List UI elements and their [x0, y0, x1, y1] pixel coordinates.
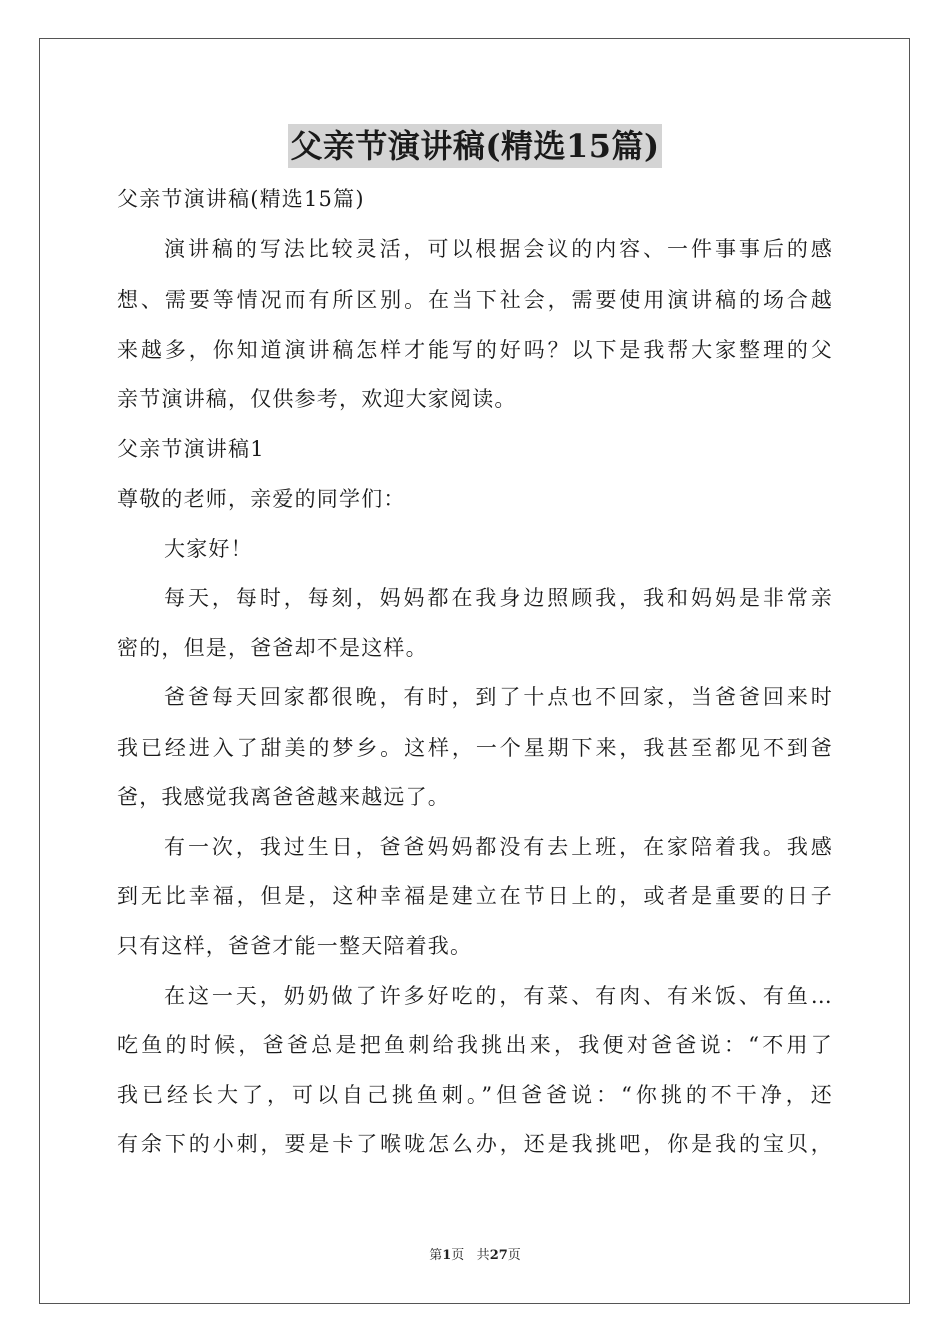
page-number: 1 [442, 1248, 452, 1263]
paragraph-line: 吃鱼的时候，爸爸总是把鱼刺给我挑出来，我便对爸爸说：“不用了 [117, 1033, 833, 1057]
paragraph-line: 爸，我感觉我离爸爸越来越远了。 [117, 785, 450, 809]
paragraph-line: 在这一天，奶奶做了许多好吃的，有菜、有肉、有米饭、有鱼… [164, 984, 833, 1008]
document-title: 父亲节演讲稿(精选15篇) [288, 124, 661, 168]
page-border [39, 38, 910, 1304]
page-unit: 页 [451, 1248, 465, 1263]
section-heading: 父亲节演讲稿1 [117, 437, 265, 461]
paragraph-line: 想、需要等情况而有所区别。在当下社会，需要使用演讲稿的场合越 [117, 288, 833, 312]
paragraph-line: 爸爸每天回家都很晚，有时，到了十点也不回家，当爸爸回来时 [164, 685, 833, 709]
salutation-line: 尊敬的老师，亲爱的同学们： [117, 487, 406, 511]
subtitle-line: 父亲节演讲稿(精选15篇) [117, 187, 365, 211]
total-prefix: 共 [476, 1248, 490, 1263]
title-container [0, 124, 950, 168]
greeting-line: 大家好！ [164, 537, 253, 561]
paragraph-line: 每天，每时，每刻，妈妈都在我身边照顾我，我和妈妈是非常亲 [164, 586, 833, 610]
total-unit: 页 [507, 1248, 521, 1263]
paragraph-line: 我已经长大了，可以自己挑鱼刺。”但爸爸说：“你挑的不干净，还 [117, 1083, 833, 1107]
paragraph-line: 演讲稿的写法比较灵活，可以根据会议的内容、一件事事后的感 [164, 237, 833, 261]
page-prefix: 第 [429, 1248, 443, 1263]
paragraph-line: 有余下的小刺，要是卡了喉咙怎么办，还是我挑吧，你是我的宝贝， [117, 1132, 833, 1156]
paragraph-line: 有一次，我过生日，爸爸妈妈都没有去上班，在家陪着我。我感 [164, 835, 833, 859]
paragraph-line: 密的，但是，爸爸却不是这样。 [117, 636, 428, 660]
paragraph-line: 来越多，你知道演讲稿怎样才能写的好吗？以下是我帮大家整理的父 [117, 338, 833, 362]
paragraph-line: 亲节演讲稿，仅供参考，欢迎大家阅读。 [117, 387, 517, 411]
paragraph-line: 到无比幸福，但是，这种幸福是建立在节日上的，或者是重要的日子 [117, 884, 833, 908]
total-pages: 27 [489, 1248, 508, 1263]
paragraph-line: 我已经进入了甜美的梦乡。这样，一个星期下来，我甚至都见不到爸 [117, 736, 833, 760]
paragraph-line: 只有这样，爸爸才能一整天陪着我。 [117, 934, 473, 958]
page-footer [0, 1247, 950, 1265]
